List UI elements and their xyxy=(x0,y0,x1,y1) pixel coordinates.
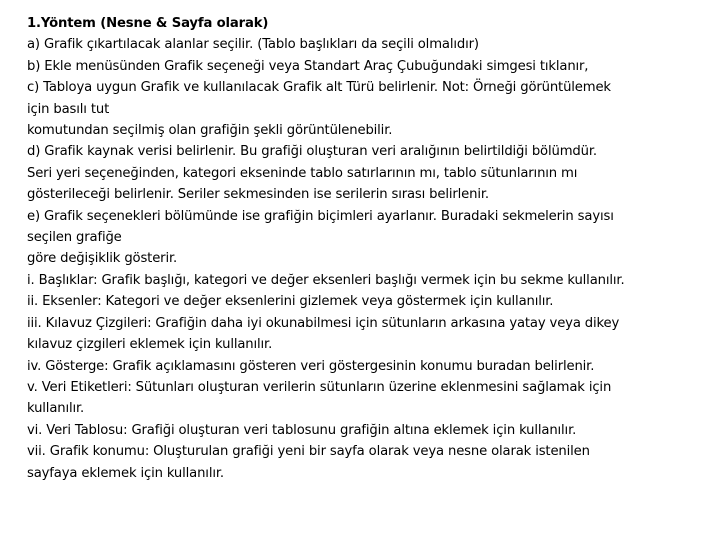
text-line-step-c-cont-2: komutundan seçilmiş olan grafiğin şekli görüntülenebilir. xyxy=(27,123,393,139)
text-line-item-vii-cont: sayfaya eklemek için kullanılır. xyxy=(27,465,224,481)
document-text-block xyxy=(27,13,707,484)
text-line-step-a: a) Grafik çıkartılacak alanlar seçilir. (Tablo başlıkları da seçili olmalıdır) xyxy=(27,37,479,53)
text-line-item-v: v. Veri Etiketleri: Sütunları oluşturan verilerin sütunların üzerine eklenmesini sağlamak için xyxy=(27,379,612,395)
text-line-item-i: i. Başlıklar: Grafik başlığı, kategori ve değer eksenleri başlığı vermek için bu sekme kullanılır. xyxy=(27,272,625,288)
text-line-step-c: c) Tabloya uygun Grafik ve kullanılacak Grafik alt Türü belirlenir. Not: Örneği görüntülemek xyxy=(27,80,611,96)
text-line-item-iii-cont: kılavuz çizgileri eklemek için kullanılır. xyxy=(27,337,273,353)
text-line-item-iii: iii. Kılavuz Çizgileri: Grafiğin daha iyi okunabilmesi için sütunların arkasına yatay veya dikey xyxy=(27,315,620,331)
text-line-step-e-cont-2: göre değişiklik gösterir. xyxy=(27,251,178,267)
text-line-item-v-cont: kullanılır. xyxy=(27,401,85,417)
text-line-step-d: d) Grafik kaynak verisi belirlenir. Bu grafiği oluşturan veri aralığının belirtildiği bölümdür. xyxy=(27,144,597,160)
text-line-step-e: e) Grafik seçenekleri bölümünde ise grafiğin biçimleri ayarlanır. Buradaki sekmelerin sayısı xyxy=(27,208,614,224)
text-line-item-ii: ii. Eksenler: Kategori ve değer eksenlerini gizlemek veya göstermek için kullanılır. xyxy=(27,294,554,310)
text-line-step-d-cont-1: Seri yeri seçeneğinden, kategori ekseninde tablo satırlarının mı, tablo sütunlarının mı xyxy=(27,165,578,181)
text-line-step-d-cont-2: gösterileceği belirlenir. Seriler sekmesinden ise serilerin sırası belirlenir. xyxy=(27,187,489,203)
text-line-item-vii: vii. Grafik konumu: Oluşturulan grafiği yeni bir sayfa olarak veya nesne olarak istenilen xyxy=(27,444,590,460)
text-line-step-b: b) Ekle menüsünden Grafik seçeneği veya Standart Araç Çubuğundaki simgesi tıklanır, xyxy=(27,58,589,74)
text-line-item-iv: iv. Gösterge: Grafik açıklamasını gösteren veri göstergesinin konumu buradan belirlenir. xyxy=(27,358,595,374)
text-line-step-c-cont-1: için basılı tut xyxy=(27,101,110,117)
text-line-step-e-cont-1: seçilen grafiğe xyxy=(27,230,122,246)
document-title: 1.Yöntem (Nesne & Sayfa olarak) xyxy=(27,16,269,31)
text-line-item-vi: vi. Veri Tablosu: Grafiği oluşturan veri tablosunu grafiğin altına eklemek için kullanılır. xyxy=(27,422,577,438)
